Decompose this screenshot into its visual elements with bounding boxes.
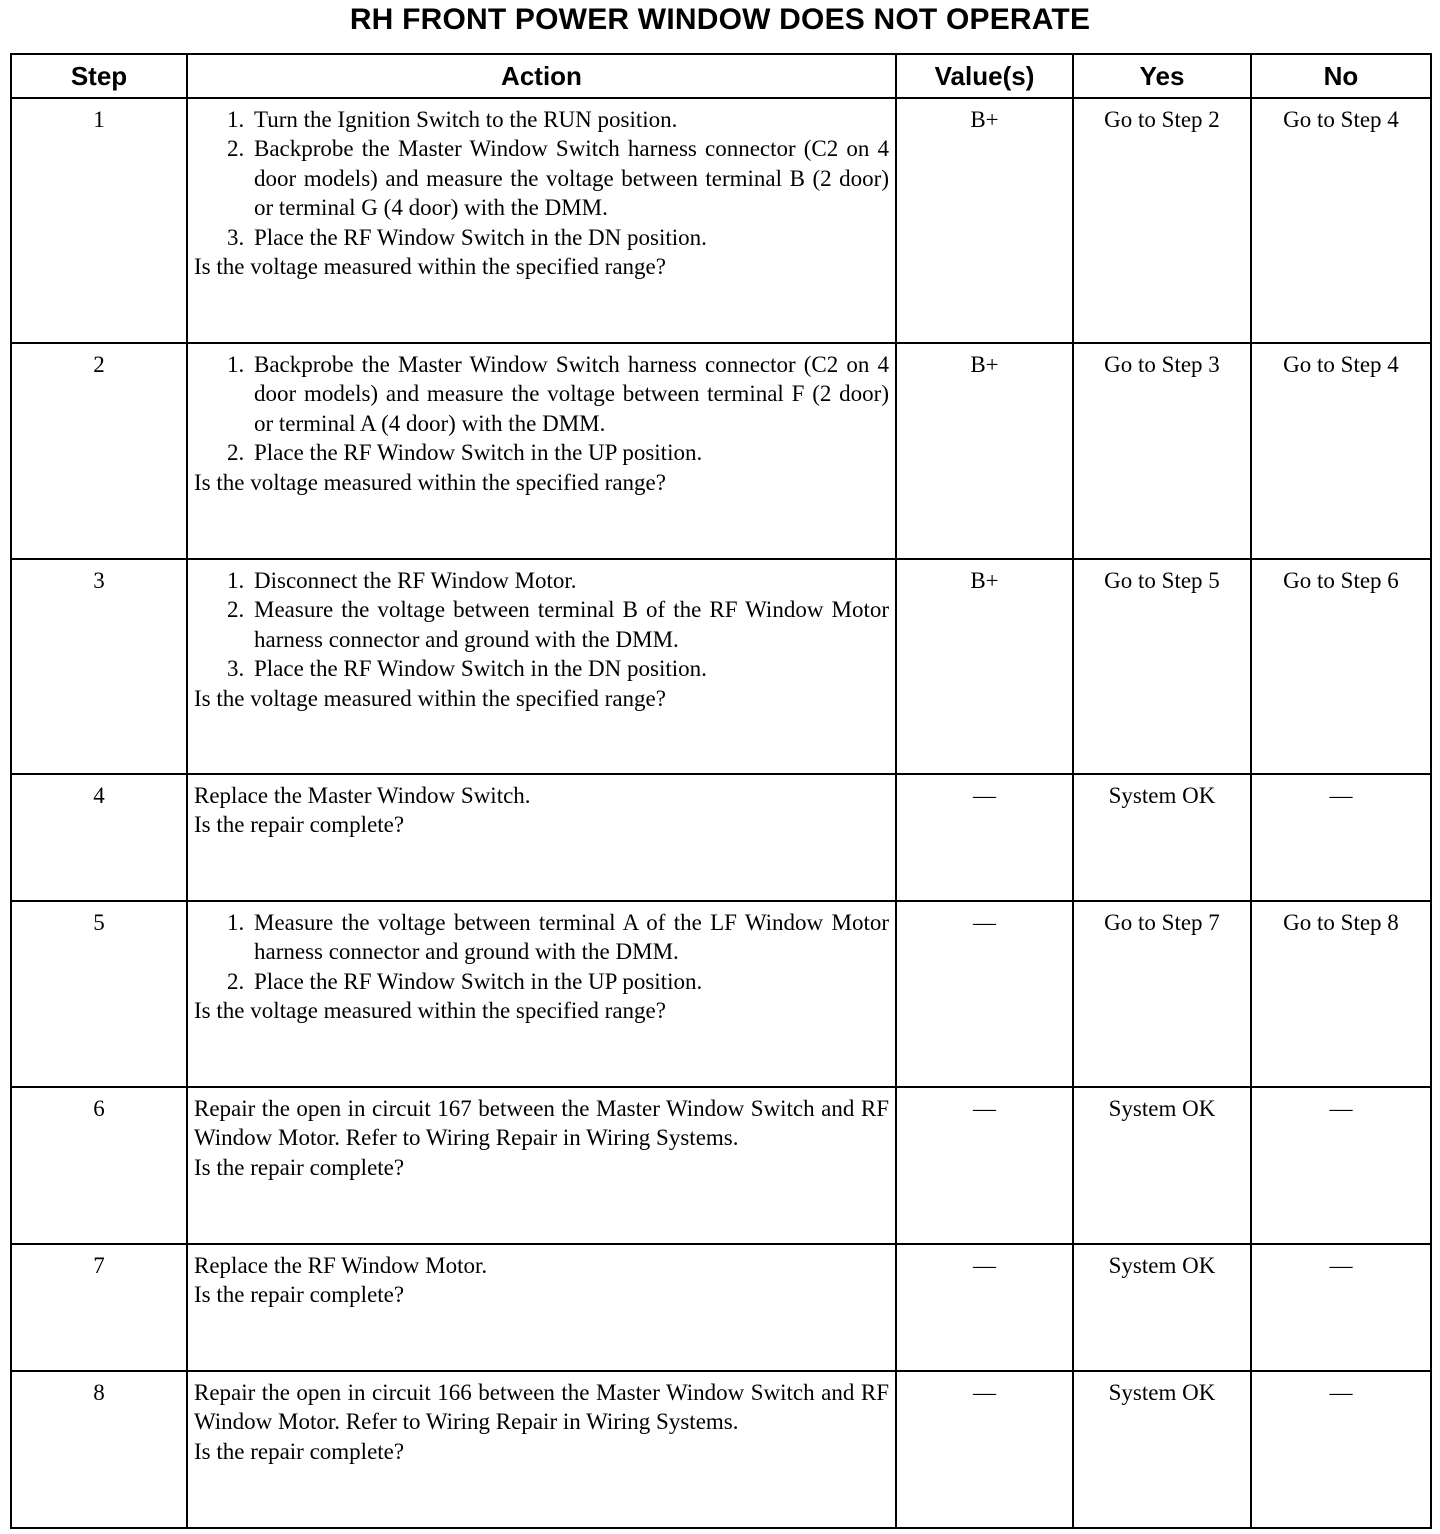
step-number: 7 [11,1244,187,1371]
action-step-item: 3. Place the RF Window Switch in the DN position. [250,223,889,252]
action-question: Is the repair complete? [194,1438,405,1464]
no-cell: Go to Step 6 [1251,559,1431,774]
action-step-item: 1. Disconnect the RF Window Motor. [250,566,889,595]
action-step-item: 1. Backprobe the Master Window Switch harness connector (C2 on 4 door models) and measure the voltage between terminal F (2 door) or terminal A (4 door) with the DMM. [250,350,889,438]
table-row-step-7 [11,1244,1431,1371]
action-question: Is the repair complete? [194,812,405,838]
step-number: 4 [11,774,187,901]
action-steps [194,566,889,684]
action-cell [187,1244,896,1371]
action-question: Is the voltage measured within the specified range? [194,254,666,280]
value-cell: — [896,1087,1073,1244]
no-cell: — [1251,1087,1431,1244]
no-cell: Go to Step 4 [1251,343,1431,559]
action-step-item: 2. Measure the voltage between terminal B of the RF Window Motor harness connector and ground with the DMM. [250,595,889,654]
yes-cell: Go to Step 5 [1073,559,1251,774]
action-step-item: 3. Place the RF Window Switch in the DN position. [250,654,889,683]
no-cell: — [1251,1371,1431,1528]
action-cell [187,98,896,343]
action-question: Is the repair complete? [194,1282,405,1308]
step-number: 3 [11,559,187,774]
table-row-step-3 [11,559,1431,774]
table-row-step-1 [11,98,1431,343]
value-cell: — [896,1371,1073,1528]
value-cell: — [896,774,1073,901]
header-row [11,54,1431,98]
table-row-step-4 [11,774,1431,901]
action-step-item: 2. Backprobe the Master Window Switch harness connector (C2 on 4 door models) and measure the voltage between terminal B (2 door) or terminal G (4 door) with the DMM. [250,134,889,222]
table-row-step-2 [11,343,1431,559]
no-cell: — [1251,774,1431,901]
yes-cell: Go to Step 2 [1073,98,1251,343]
step-number: 6 [11,1087,187,1244]
header-yes: Yes [1073,54,1251,98]
table-row-step-5 [11,901,1431,1087]
action-question: Is the voltage measured within the specified range? [194,998,666,1024]
value-cell: — [896,1244,1073,1371]
header-values: Value(s) [896,54,1073,98]
yes-cell: Go to Step 3 [1073,343,1251,559]
action-cell [187,559,896,774]
value-cell: B+ [896,98,1073,343]
action-step-item: 2. Place the RF Window Switch in the UP position. [250,438,889,467]
no-cell: — [1251,1244,1431,1371]
step-number: 2 [11,343,187,559]
value-cell: B+ [896,343,1073,559]
page-title: RH FRONT POWER WINDOW DOES NOT OPERATE [349,3,1091,36]
header-action: Action [187,54,896,98]
yes-cell: Go to Step 7 [1073,901,1251,1087]
yes-cell: System OK [1073,1371,1251,1528]
action-text: Replace the RF Window Motor. [194,1253,488,1278]
action-cell [187,343,896,559]
action-steps [194,350,889,468]
action-steps [194,105,889,252]
action-step-item: 1. Turn the Ignition Switch to the RUN position. [250,105,889,134]
table-row-step-6 [11,1087,1431,1244]
action-cell [187,901,896,1087]
action-text: Repair the open in circuit 166 between the Master Window Switch and RF Window Motor. Refer to Wiring Repair in Wiring Systems. [194,1380,889,1435]
step-number: 1 [11,98,187,343]
yes-cell: System OK [1073,1244,1251,1371]
no-cell: Go to Step 4 [1251,98,1431,343]
yes-cell: System OK [1073,774,1251,901]
header-step: Step [11,54,187,98]
action-cell [187,774,896,901]
step-number: 8 [11,1371,187,1528]
step-number: 5 [11,901,187,1087]
action-step-item: 1. Measure the voltage between terminal A of the LF Window Motor harness connector and ground with the DMM. [250,908,889,967]
action-step-item: 2. Place the RF Window Switch in the UP position. [250,967,889,996]
value-cell: — [896,901,1073,1087]
action-text: Repair the open in circuit 167 between the Master Window Switch and RF Window Motor. Refer to Wiring Repair in Wiring Systems. [194,1096,889,1151]
action-question: Is the voltage measured within the specified range? [194,685,666,711]
action-steps [194,908,889,996]
action-question: Is the voltage measured within the specified range? [194,469,666,495]
action-question: Is the repair complete? [194,1154,405,1180]
action-text: Replace the Master Window Switch. [194,783,531,808]
diagnostic-table [10,53,1432,1529]
table-row-step-8 [11,1371,1431,1528]
action-cell [187,1371,896,1528]
no-cell: Go to Step 8 [1251,901,1431,1087]
action-cell [187,1087,896,1244]
header-no: No [1251,54,1431,98]
yes-cell: System OK [1073,1087,1251,1244]
value-cell: B+ [896,559,1073,774]
